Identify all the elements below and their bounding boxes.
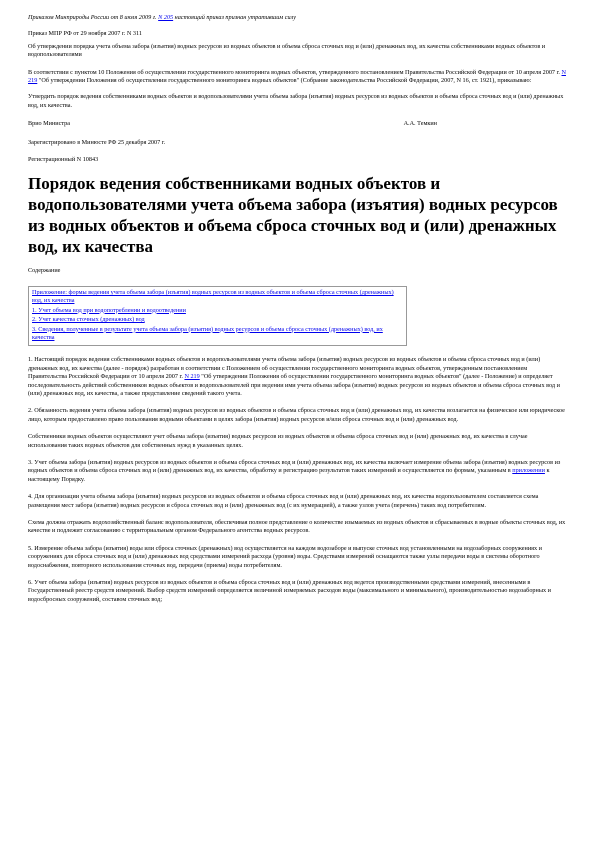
paragraph-3-tail: к настоящему Порядку. [28, 467, 550, 483]
appendix-link[interactable]: приложении [512, 467, 545, 475]
order-line: Приказ МПР РФ от 29 ноября 2007 г. N 311 [28, 30, 142, 38]
toc-item-appendix[interactable]: Приложение: формы ведения учета объема забора (изъятия) водных ресурсов из водных объектов и объема сброса сточных (дренажных) вод, их качества [32, 288, 394, 305]
resolution-link[interactable]: N 219 [28, 68, 566, 85]
paragraph-4: 4. Для организации учета объема забора (изъятия) водных ресурсов из водных объектов и объема сброса сточных вод и (или) дренажных вод, их качества водопользователем составляется схема размещения мест забора (изъятия) водных ресурсов и сброса сточных вод и (или) дренажных вод (с их нумерацией), а также узлов учета (перечень) таких вод потребителям. [28, 493, 539, 509]
paragraph-3 [28, 459, 567, 484]
paragraph-3-text: 3. Учет объема забора (изъятия) водных ресурсов из водных объектов и объема сброса сточных вод и (или) дренажных вод, их качества включает измерение объема забора (изъятия) водных ресурсов из водных объектов и объема сброса сточных вод и (или) дренажных вод, их качества, обработку и регистрацию результатов таких измерений и осуществляется по формам, указанным в [28, 458, 561, 475]
paragraph-1-link[interactable]: N 219 [184, 373, 200, 381]
preamble [28, 69, 567, 86]
table-of-contents [28, 286, 407, 346]
registration-note: Зарегистрировано в Минюсте РФ 25 декабря 2007 г. [28, 138, 166, 146]
signature-role: Врио Министра [28, 120, 70, 128]
signature-block [28, 120, 567, 128]
toc-item-2[interactable]: 2. Учет качества сточных (дренажных) вод [32, 316, 145, 324]
page-title: Порядок ведения собственниками водных объектов и водопользователями учета объема забора (изъятия) водных ресурсов из водных объектов и объема сброса сточных вод и (или) дренажных вод, их качества [28, 174, 558, 257]
paragraph-4b: Схема должна отражать водохозяйственный баланс водопользователя, обеспечивая полное представление о количестве изымаемых из водных объектов и сбрасываемых в водные объекты сточных вод, их качестве и подлежит согласованию с территориальным органом Федерального агентства водных ресурсов. [28, 519, 566, 535]
preamble-tail: "Об утверждении Положения об осуществлении государственного мониторинга водных объектов" (Собрание законодательства Российской Федерации, 2007, N 16, ст. 1921), приказываю: [38, 77, 532, 85]
registration-number: Регистрационный N 10843 [28, 156, 99, 164]
repeal-note-text: Приказом Минприроды России от 8 июля 2009 г. [28, 14, 157, 21]
order-title: Об утверждении порядка учета объема забора (изъятия) водных ресурсов из водных объектов и объема сброса сточных вод и (или) дренажных вод, их качества собственниками водных объектов и водопользователями [28, 42, 546, 59]
paragraph-1-tail: "Об утверждении Положения об осуществлении государственного мониторинга водных объектов" (далее - Положение) и определяет последовательность действий собственников водных объектов и водопользователей при ведении ими учета объема забора (изъятия) водных ресурсов из водных объектов и объема сброса сточных вод и (или) дренажных вод, их качества, а также представление сведений такого учета. [28, 373, 560, 397]
toc-item-1[interactable]: 1. Учет объема вод при водопотреблении и водоотведении [32, 306, 186, 314]
repeal-order-link[interactable]: N 205 [158, 14, 174, 21]
toc-title: Содержание [28, 267, 61, 275]
paragraph-1-text: 1. Настоящий порядок ведения собственниками водных объектов и водопользователями учета объема забора (изъятия) водных ресурсов из водных объектов и объема сброса сточных вод и (или) дренажных вод, их качества (далее - порядок) разработан в соответствии с Положением об осуществлении государственного мониторинга водных объектов, утвержденным постановлением Правительства Российской Федерации от 10 апреля 2007 г. [28, 356, 541, 381]
paragraph-6: 6. Учет объема забора (изъятия) водных ресурсов из водных объектов и объема сброса сточных вод и (или) дренажных вод ведется производственными средствами измерений, внесенными в Государственный реестр средств измерений. Выбор средств измерений определяется величиной измеряемых расходов воды (максимального и минимального), производительностью водозаборных и водосбросных сооружений, составом сточных вод; [28, 579, 551, 603]
signature-name: А.А. Темкин [403, 120, 437, 128]
paragraph-5: 5. Измерение объема забора (изъятия) воды или сброса сточных (дренажных) вод осуществляется на каждом водозаборе и выпуске сточных вод установленными на водозаборных сооружениях и сооружениях для сброса сточных вод и (или) дренажных вод средствами измерений расхода (уровня) воды. Средствами измерений оснащаются также узлы передачи воды в системы оборотного водоснабжения, повторного использования сточных вод, передачи (приема) воды потребителям. [28, 544, 542, 569]
paragraph-1 [28, 356, 567, 398]
paragraph-2: 2. Обязанность ведения учета объема забора (изъятия) водных ресурсов из водных объектов и объема сброса сточных вод и (или) дренажных вод, их качества возлагается на физическое или юридическое лицо, которым предоставлено право пользования водными объектами в целях забора (изъятия) водных ресурсов и/или сброса сточных вод и (или) дренажных вод. [28, 407, 565, 423]
repeal-note [28, 14, 567, 22]
paragraph-2b: Собственники водных объектов осуществляют учет объема забора (изъятия) водных ресурсов из водных объектов и объема сброса сточных вод и (или) дренажных вод, их качества в случае использования таких водных объектов для собственных нужд в указанных целях. [28, 433, 528, 449]
repeal-note-tail: настоящий приказ признан утратившим силу [174, 14, 297, 21]
preamble-text: В соответствии с пунктом 10 Положения об осуществлении государственного мониторинга водных объектов, утвержденного постановлением Правительства Российской Федерации от 10 апреля 2007 г. [28, 68, 560, 76]
approve-paragraph: Утвердить порядок ведения собственниками водных объектов и водопользователями учета объема забора (изъятия) водных ресурсов из водных объектов и объема сброса сточных вод и (или) дренажных вод, их качества. [28, 93, 564, 109]
toc-item-3[interactable]: 3. Сведения, полученные в результате учета объема забора (изъятия) водных ресурсов и объема сброса сточных (дренажных) вод, их качества [32, 325, 383, 341]
